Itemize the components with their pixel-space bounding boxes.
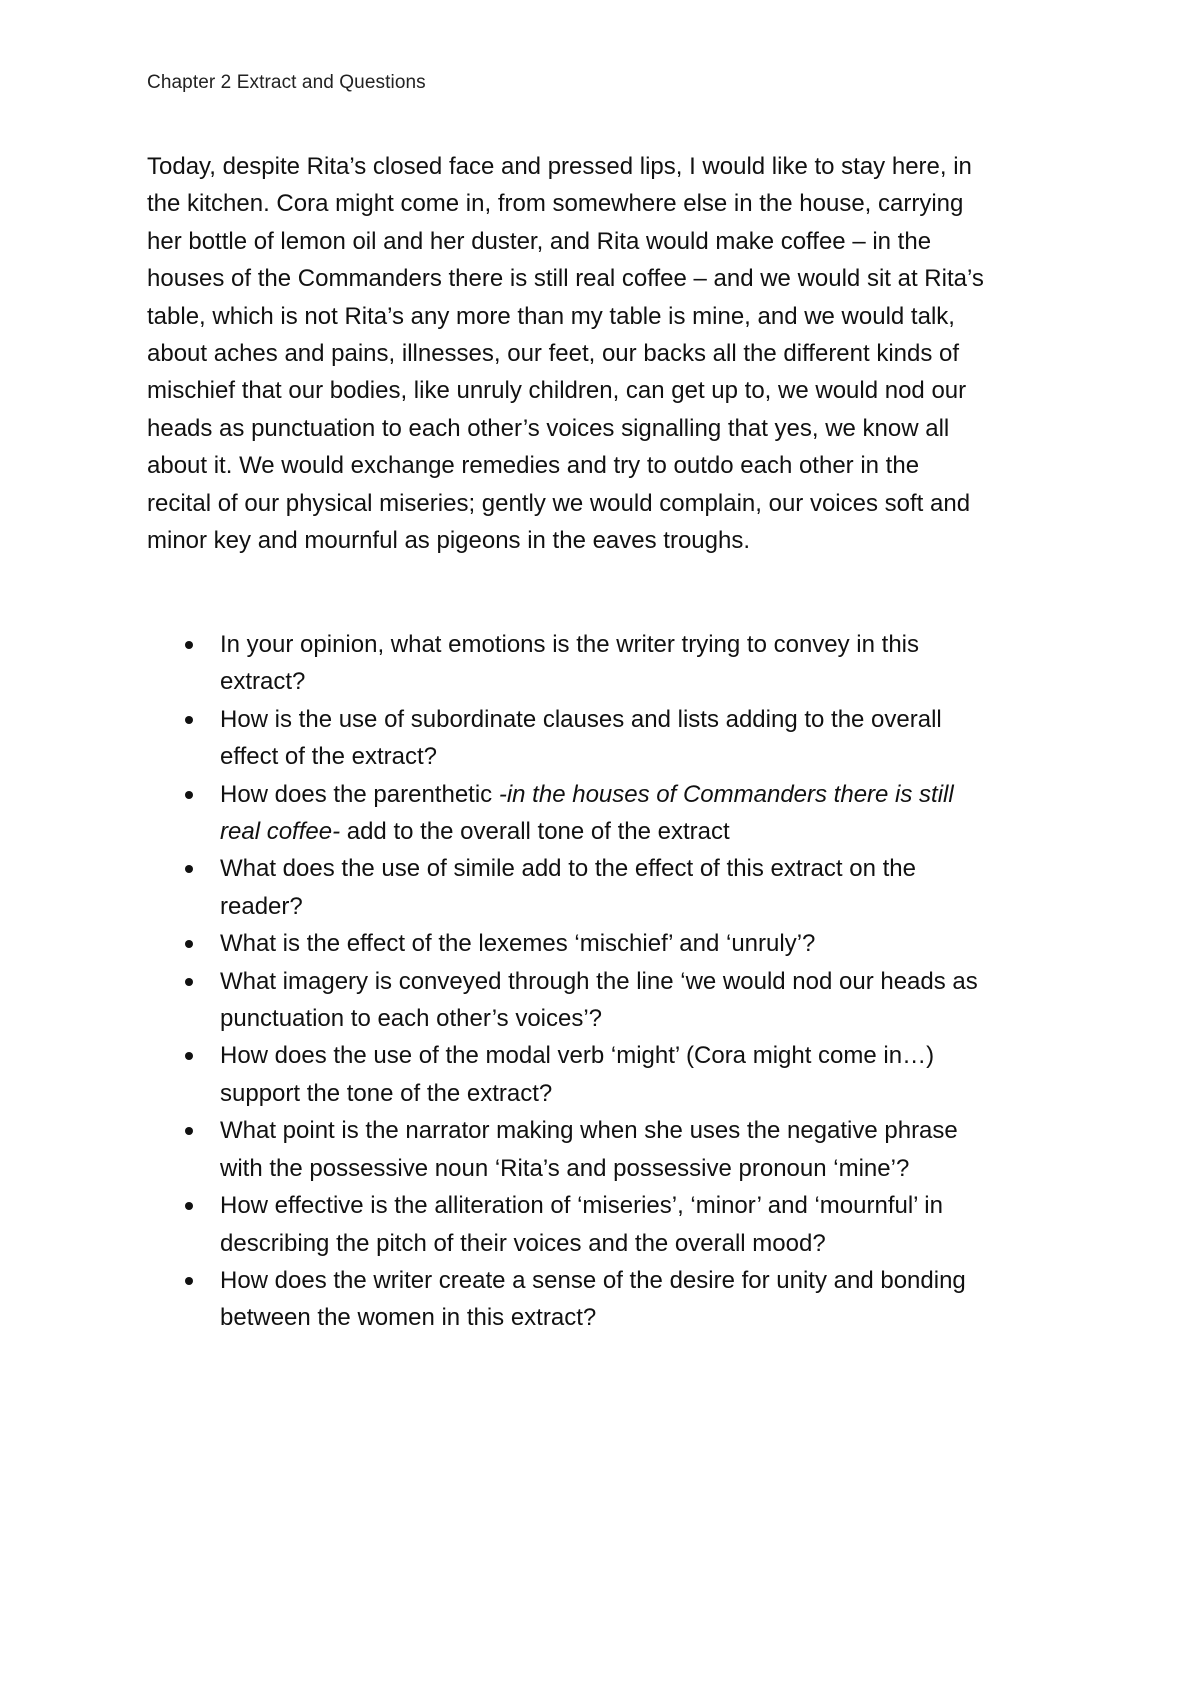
question-line: What does the use of simile add to the effect of this extract on the bbox=[220, 855, 916, 883]
question-text: How does the parenthetic bbox=[220, 780, 499, 808]
bullet-icon bbox=[185, 1202, 193, 1210]
extract-line: Today, despite Rita’s closed face and pressed lips, I would like to stay here, in bbox=[147, 153, 972, 180]
bullet-icon bbox=[185, 641, 193, 649]
question-item bbox=[147, 1037, 1067, 1112]
question-line: How effective is the alliteration of ‘miseries’, ‘minor’ and ‘mournful’ in bbox=[220, 1192, 943, 1220]
bullet-icon bbox=[185, 1277, 193, 1285]
question-item bbox=[147, 1187, 1067, 1262]
extract-line: her bottle of lemon oil and her duster, and Rita would make coffee – in the bbox=[147, 227, 932, 255]
question-line: support the tone of the extract? bbox=[220, 1079, 553, 1107]
bullet-icon bbox=[185, 791, 193, 799]
question-line: In your opinion, what emotions is the writer trying to convey in this bbox=[220, 631, 919, 658]
question-item bbox=[147, 701, 1067, 776]
question-line: extract? bbox=[220, 668, 306, 696]
extract-line: recital of our physical miseries; gently we would complain, our voices soft and bbox=[147, 489, 971, 517]
page-header: Chapter 2 Extract and Questions bbox=[147, 72, 426, 93]
bullet-icon bbox=[185, 716, 193, 724]
question-line: reader? bbox=[220, 892, 303, 920]
question-line: How does the use of the modal verb ‘might’ (Cora might come in…) bbox=[220, 1042, 935, 1070]
question-list bbox=[147, 626, 1067, 1337]
question-item bbox=[147, 1112, 1067, 1187]
question-line bbox=[220, 813, 1067, 850]
question-item bbox=[147, 626, 1067, 701]
question-item bbox=[147, 963, 1067, 1038]
question-line: What imagery is conveyed through the line ‘we would nod our heads as bbox=[220, 967, 978, 995]
extract-line: the kitchen. Cora might come in, from somewhere else in the house, carrying bbox=[147, 190, 964, 218]
bullet-icon bbox=[185, 978, 193, 986]
question-line: What point is the narrator making when she uses the negative phrase bbox=[220, 1117, 958, 1145]
bullet-icon bbox=[185, 940, 193, 948]
extract-paragraph bbox=[147, 148, 1067, 559]
quoted-parenthesis: real coffee- bbox=[220, 818, 341, 846]
question-item bbox=[147, 1262, 1067, 1337]
question-text: add to the overall tone of the extract bbox=[340, 818, 730, 846]
question-line: between the women in this extract? bbox=[220, 1304, 597, 1332]
question-line: How is the use of subordinate clauses and lists adding to the overall bbox=[220, 705, 942, 733]
extract-line: table, which is not Rita’s any more than my table is mine, and we would talk, bbox=[147, 302, 955, 330]
bullet-icon bbox=[185, 1052, 193, 1060]
question-line: How does the writer create a sense of the desire for unity and bonding bbox=[220, 1266, 966, 1294]
extract-line: heads as punctuation to each other’s voices signalling that yes, we know all bbox=[147, 414, 950, 442]
question-line: with the possessive noun ‘Rita’s and possessive pronoun ‘mine’? bbox=[220, 1154, 910, 1182]
question-item bbox=[147, 925, 1067, 962]
question-item bbox=[147, 850, 1067, 925]
question-line: punctuation to each other’s voices’? bbox=[220, 1005, 603, 1033]
bullet-icon bbox=[185, 1127, 193, 1135]
question-line bbox=[220, 776, 1067, 813]
quoted-parenthesis: -in the houses of Commanders there is still bbox=[498, 780, 954, 808]
extract-line: mischief that our bodies, like unruly children, can get up to, we would nod our bbox=[147, 377, 967, 405]
extract-line: minor key and mournful as pigeons in the eaves troughs. bbox=[147, 527, 751, 555]
question-line: effect of the extract? bbox=[220, 743, 438, 771]
extract-line: houses of the Commanders there is still real coffee – and we would sit at Rita’s bbox=[147, 265, 984, 293]
question-line: describing the pitch of their voices and the overall mood? bbox=[220, 1229, 826, 1257]
extract-line: about it. We would exchange remedies and try to outdo each other in the bbox=[147, 452, 920, 480]
question-line: What is the effect of the lexemes ‘mischief’ and ‘unruly’? bbox=[220, 930, 816, 958]
question-item bbox=[147, 776, 1067, 851]
extract-line: about aches and pains, illnesses, our feet, our backs all the different kinds of bbox=[147, 340, 960, 368]
bullet-icon bbox=[185, 865, 193, 873]
